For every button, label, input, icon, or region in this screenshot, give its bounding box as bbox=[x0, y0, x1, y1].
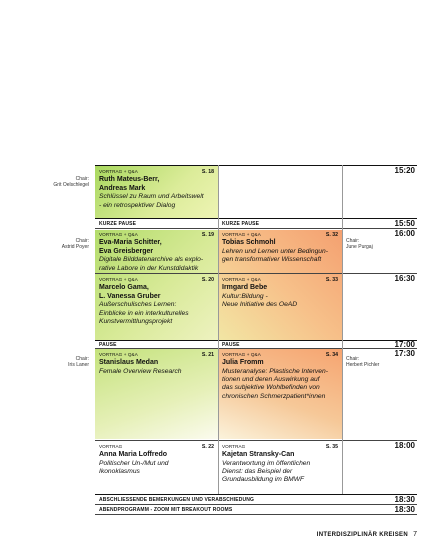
closing-remarks: ABSCHLIESSENDE BEMERKUNGEN UND VERABSCHIEDUNG bbox=[99, 497, 255, 503]
chair-label: Chair: bbox=[346, 238, 360, 244]
time-1830-b: 18:30 bbox=[394, 505, 415, 514]
session-title: Außerschulisches Lernen: Einblicke in ein interkulturelles Kunstvermittlungsprojekt bbox=[99, 301, 189, 325]
session-title: Digitale Bilddatenarchive als explo- rative Labore in der Kunstdidaktik bbox=[99, 256, 204, 272]
chair-label: Chair: bbox=[346, 356, 360, 362]
chair-grit bbox=[4, 176, 89, 188]
chair-name: Iris Laner bbox=[68, 362, 89, 368]
evening-program: ABENDPROGRAMM - ZOOM MIT BREAKOUT ROOMS bbox=[99, 507, 233, 513]
time-1730: 17:30 bbox=[394, 349, 415, 358]
time-1800: 18:00 bbox=[394, 441, 415, 450]
chair-name: Herbert Pichler bbox=[346, 362, 380, 368]
session-kind: VORTRAG + Q&A bbox=[222, 277, 261, 282]
time-1630: 16:30 bbox=[394, 274, 415, 283]
session-speaker: Ruth Mateus-Berr, Andreas Mark bbox=[99, 176, 160, 192]
chair-astrid bbox=[4, 238, 89, 250]
session-code: S. 35 bbox=[325, 444, 338, 450]
kurze-pause-left: KURZE PAUSE bbox=[99, 221, 137, 227]
rule bbox=[95, 514, 417, 515]
session-speaker: Eva-Maria Schitter, Eva Greisberger bbox=[99, 239, 162, 255]
session-title: Musteranalyse: Plastische Interven- tionen und deren Auswirkung auf das subjektive Wohlbefinden von chronischen Schmerzpatient*innen bbox=[222, 367, 328, 400]
footer-label: INTERDISZIPLINÄR KREISEN bbox=[316, 532, 408, 538]
column-divider bbox=[342, 165, 343, 494]
session-s33[interactable] bbox=[218, 274, 342, 340]
session-speaker: Irmgard Bebe bbox=[222, 284, 268, 291]
pause-left: PAUSE bbox=[99, 342, 117, 348]
session-s35[interactable] bbox=[218, 441, 342, 494]
session-kind: VORTRAG + Q&A bbox=[99, 277, 138, 282]
pause-right: PAUSE bbox=[222, 342, 240, 348]
session-s34[interactable] bbox=[218, 349, 342, 439]
session-kind: VORTRAG bbox=[99, 444, 123, 449]
session-speaker: Anna Maria Loffredo bbox=[99, 451, 168, 458]
session-code: S. 18 bbox=[201, 169, 214, 175]
session-title: Lehren und Lernen unter Bedingun- gen transformativer Wissenschaft bbox=[222, 247, 328, 263]
session-code: S. 20 bbox=[201, 277, 214, 283]
session-code: S. 22 bbox=[201, 444, 214, 450]
session-s19[interactable] bbox=[95, 229, 218, 273]
session-s22[interactable] bbox=[95, 441, 218, 494]
rule bbox=[95, 494, 417, 495]
session-speaker: Kajetan Stransky-Can bbox=[222, 451, 295, 458]
page-number: 7 bbox=[413, 531, 417, 538]
session-code: S. 33 bbox=[325, 277, 338, 283]
chair-label: Chair: bbox=[75, 176, 89, 182]
session-kind: VORTRAG + Q&A bbox=[99, 232, 138, 237]
session-s20[interactable] bbox=[95, 274, 218, 340]
chair-label: Chair: bbox=[75, 356, 89, 362]
kurze-pause-right: KURZE PAUSE bbox=[222, 221, 260, 227]
time-1520: 15:20 bbox=[394, 166, 415, 175]
session-speaker: Marcelo Gama, L. Vanessa Gruber bbox=[99, 284, 161, 300]
time-1600: 16:00 bbox=[394, 229, 415, 238]
session-title: Kultur:Bildung - Neue Initiative des OeAD bbox=[222, 292, 298, 308]
session-speaker: Tobias Schmohl bbox=[222, 239, 276, 246]
session-code: S. 19 bbox=[201, 232, 214, 238]
session-kind: VORTRAG bbox=[222, 444, 246, 449]
chair-name: Astrid Poyer bbox=[61, 244, 89, 250]
session-kind: VORTRAG + Q&A bbox=[222, 352, 261, 357]
session-title: Verantwortung im öffentlichen Dienst: das Beispiel der Grundausbildung im BMWF bbox=[222, 459, 311, 484]
time-1700: 17:00 bbox=[394, 340, 415, 349]
chair-iris bbox=[4, 356, 89, 368]
session-title: Female Overview Research bbox=[99, 367, 182, 375]
session-s18[interactable] bbox=[95, 166, 218, 218]
rule bbox=[95, 218, 417, 219]
session-s32[interactable] bbox=[218, 229, 342, 273]
session-kind: VORTRAG + Q&A bbox=[222, 232, 261, 237]
session-speaker: Stanislaus Medan bbox=[99, 359, 159, 366]
rule bbox=[95, 504, 417, 505]
session-kind: VORTRAG + Q&A bbox=[99, 169, 138, 174]
session-title: Politischer Un-/Mut und Ikonoklasmus bbox=[99, 459, 169, 475]
session-code: S. 34 bbox=[325, 352, 338, 358]
session-s21[interactable] bbox=[95, 349, 218, 439]
time-1830-a: 18:30 bbox=[394, 495, 415, 504]
time-1550: 15:50 bbox=[394, 219, 415, 228]
chair-name: June Purgaj bbox=[346, 244, 373, 250]
session-speaker: Julia Fromm bbox=[222, 359, 264, 366]
chair-label: Chair: bbox=[75, 238, 89, 244]
session-code: S. 21 bbox=[201, 352, 214, 358]
session-code: S. 32 bbox=[325, 232, 338, 238]
session-title: Schlüssel zu Raum und Arbeitswelt - ein retrospektiver Dialog bbox=[99, 193, 204, 209]
chair-june bbox=[346, 238, 406, 250]
rule bbox=[95, 340, 417, 341]
chair-name: Grit Oelschlegel bbox=[53, 182, 89, 188]
session-kind: VORTRAG + Q&A bbox=[99, 352, 138, 357]
